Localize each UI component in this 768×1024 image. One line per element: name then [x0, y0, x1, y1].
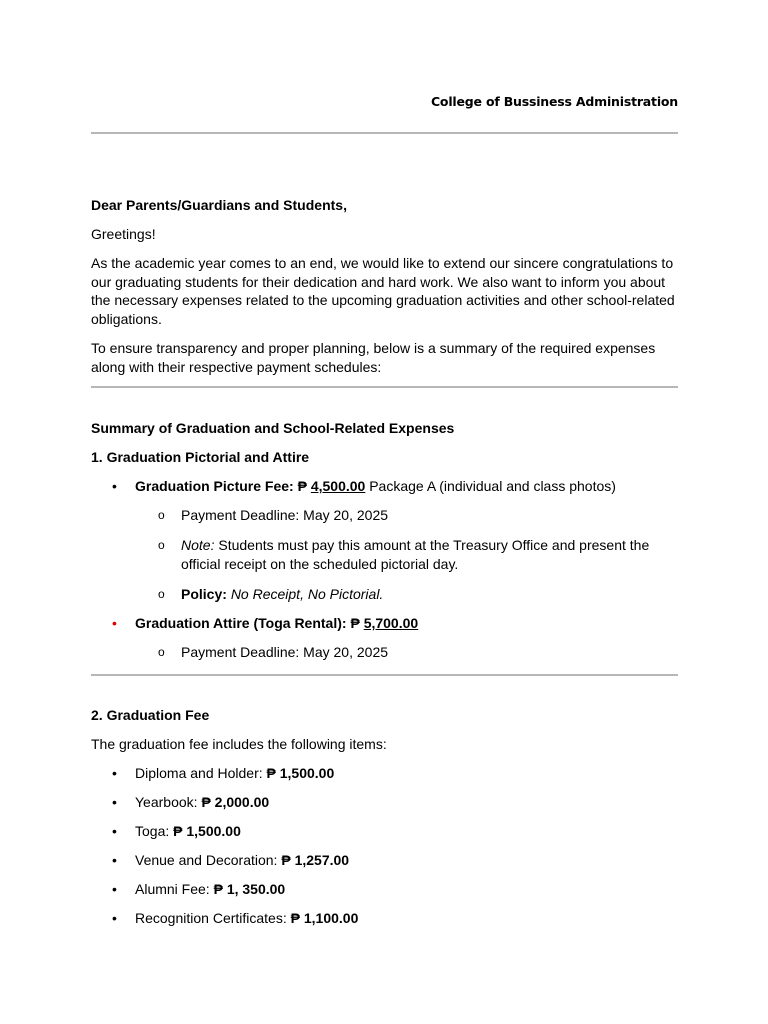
policy-colon: : — [222, 586, 227, 602]
sub-bullet-icon: o — [158, 645, 165, 659]
fee-item-label: Toga: — [135, 823, 170, 839]
fee-item-amount: ₱ 1,500.00 — [266, 765, 335, 781]
intro-paragraph: As the academic year comes to an end, we would like to extend our sincere congratulations to our graduating students for their dedication and hard work. We also want to inform you about the necessary expenses related to the upcoming graduation activities and other school-related obligations. — [91, 255, 675, 327]
note-text: Students must pay this amount at the Treasury Office and present the official receipt on the scheduled pictorial day. — [181, 537, 650, 572]
fee-item-label: Diploma and Holder: — [135, 765, 263, 781]
fee-item-amount: ₱ 1, 350.00 — [213, 881, 286, 897]
attire-amount: 5,700.00 — [363, 615, 419, 631]
currency-symbol: ₱ — [297, 478, 307, 494]
section-1-heading: 1. Graduation Pictorial and Attire — [91, 449, 310, 465]
section-divider-1 — [91, 386, 678, 388]
sub-bullet-icon: o — [158, 508, 165, 522]
section-divider-2 — [91, 674, 678, 676]
fee-item-amount: ₱ 1,500.00 — [173, 823, 241, 839]
policy-label: Policy — [181, 586, 223, 602]
header-divider — [91, 132, 678, 134]
bullet-icon: • — [112, 794, 117, 810]
sub-bullet-icon: o — [158, 587, 165, 601]
bullet-icon: • — [112, 852, 117, 868]
summary-title: Summary of Graduation and School-Related Expenses — [91, 420, 455, 436]
bullet-icon: • — [112, 881, 117, 897]
bullet-icon: • — [112, 910, 117, 926]
picture-fee-amount: 4,500.00 — [310, 478, 366, 494]
note-label: Note: — [181, 537, 215, 553]
bullet-icon: • — [112, 615, 117, 631]
fee-item-amount: ₱ 2,000.00 — [201, 794, 270, 810]
fee-item-label: Venue and Decoration: — [135, 852, 278, 868]
college-header: College of Bussiness Administration — [430, 94, 678, 109]
bullet-icon: • — [112, 823, 117, 839]
transparency-paragraph: To ensure transparency and proper planning, below is a summary of the required expenses along with their respective payment schedules: — [91, 340, 656, 375]
fee-item-amount: ₱ 1,257.00 — [281, 852, 350, 868]
currency-symbol: ₱ — [350, 615, 360, 631]
picture-fee-label: Graduation Picture Fee: — [135, 478, 294, 494]
attire-label: Graduation Attire (Toga Rental): — [135, 615, 347, 631]
fee-item-label: Alumni Fee: — [135, 881, 210, 897]
bullet-icon: • — [112, 765, 117, 781]
section-2-intro: The graduation fee includes the following items: — [91, 736, 387, 752]
fee-item-label: Recognition Certificates: — [135, 910, 287, 926]
bullet-icon: • — [112, 478, 117, 494]
greeting: Greetings! — [91, 226, 156, 242]
picture-deadline-text: Payment Deadline: May 20, 2025 — [181, 507, 389, 523]
picture-fee-description: Package A (individual and class photos) — [369, 478, 616, 494]
fee-item-label: Yearbook: — [135, 794, 198, 810]
salutation: Dear Parents/Guardians and Students, — [91, 197, 347, 213]
sub-bullet-icon: o — [158, 538, 165, 552]
section-2-heading: 2. Graduation Fee — [91, 707, 210, 723]
policy-text: No Receipt, No Pictorial. — [230, 586, 384, 602]
fee-item-amount: ₱ 1,100.00 — [290, 910, 359, 926]
attire-deadline-text: Payment Deadline: May 20, 2025 — [181, 644, 389, 660]
